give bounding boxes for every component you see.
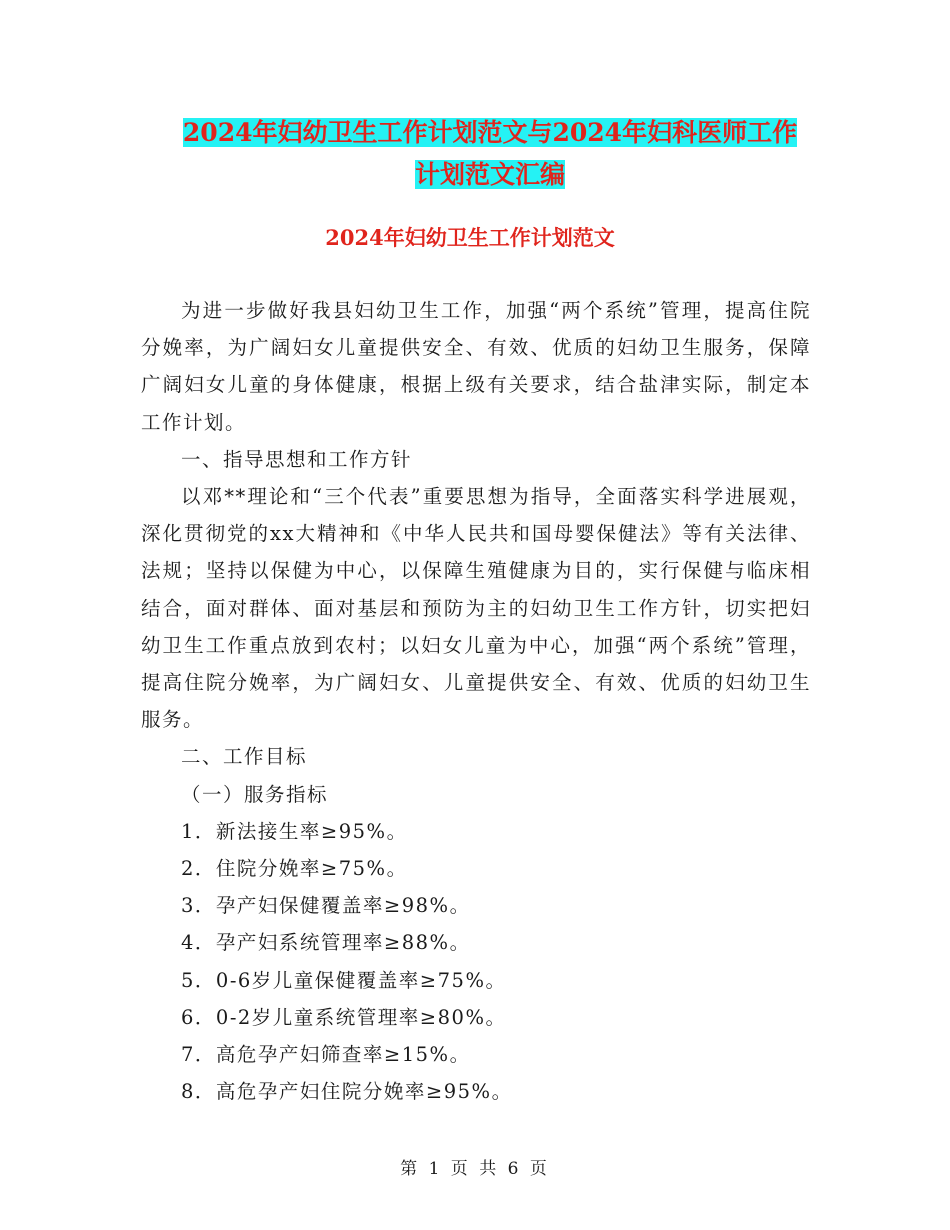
heading-guiding-ideology: 一、指导思想和工作方针 bbox=[181, 447, 413, 471]
list-item: 5．0-6岁儿童保健覆盖率≥75%。 bbox=[181, 968, 507, 992]
intro-paragraph: 为进一步做好我县妇幼卫生工作，加强“两个系统”管理，提高住院分娩率，为广阔妇女儿童提供安全、有效、优质的妇幼卫生服务，保障广阔妇女儿童的身体健康，根据上级有关要求，结合盐津实际，制定本工作计划。 bbox=[141, 299, 811, 434]
list-item: 8．高危孕产妇住院分娩率≥95%。 bbox=[181, 1080, 513, 1104]
document-title bbox=[150, 112, 830, 196]
document-title-line-1: 2024年妇幼卫生工作计划范文与2024年妇科医师工作 bbox=[182, 118, 798, 147]
list-item: 7．高危孕产妇筛查率≥15%。 bbox=[181, 1043, 471, 1067]
document-body bbox=[141, 292, 811, 1110]
list-item: 4．孕产妇系统管理率≥88%。 bbox=[181, 931, 471, 955]
guiding-ideology-paragraph: 以邓**理论和“三个代表”重要思想为指导，全面落实科学进展观，深化贯彻党的xx大精神和《中华人民共和国母婴保健法》等有关法律、法规；坚持以保健为中心，以保障生殖健康为目的，实行保健与临床相结合，面对群体、面对基层和预防为主的妇幼卫生工作方针，切实把妇幼卫生工作重点放到农村；以妇女儿童为中心，加强“两个系统”管理，提高住院分娩率，为广阔妇女、儿童提供安全、有效、优质的妇幼卫生服务。 bbox=[141, 485, 811, 732]
section-title: 2024年妇幼卫生工作计划范文 bbox=[325, 225, 615, 250]
indicator-list bbox=[141, 813, 811, 1111]
document-title-line-2: 计划范文汇编 bbox=[414, 160, 565, 189]
list-item: 1．新法接生率≥95%。 bbox=[181, 819, 408, 843]
list-item: 3．孕产妇保健覆盖率≥98%。 bbox=[181, 894, 471, 918]
subheading-service-indicators: （一）服务指标 bbox=[181, 782, 329, 806]
list-item: 6．0-2岁儿童系统管理率≥80%。 bbox=[181, 1005, 507, 1029]
list-item: 2．住院分娩率≥75%。 bbox=[181, 857, 408, 881]
page-number-footer: 第 1 页 共 6 页 bbox=[400, 1159, 550, 1179]
heading-work-goals: 二、工作目标 bbox=[181, 745, 308, 769]
